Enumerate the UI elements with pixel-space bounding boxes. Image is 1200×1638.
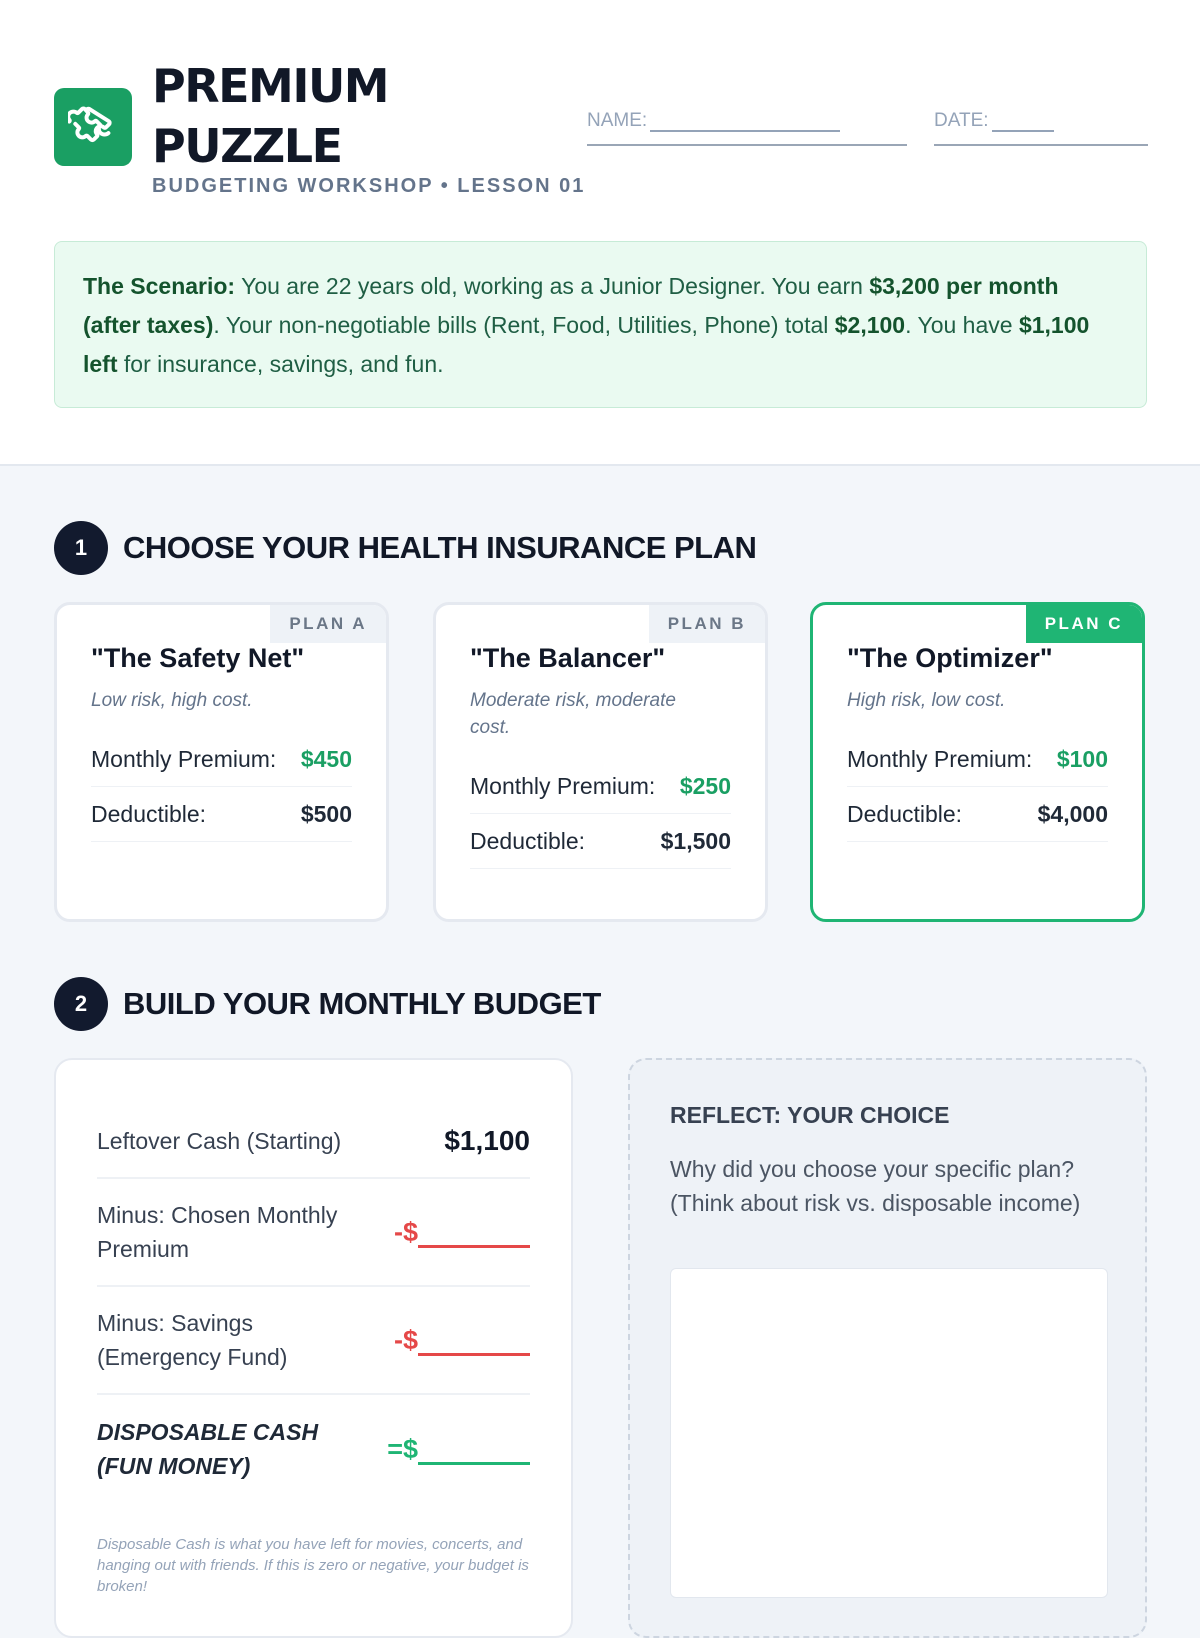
section-1-heading — [54, 521, 756, 575]
plan-details — [470, 759, 731, 869]
date-label: DATE: — [934, 110, 989, 131]
plan-details — [847, 732, 1108, 842]
reflect-prompt: Why did you choose your specific plan? (Think about risk vs. disposable income) — [670, 1156, 1081, 1216]
deductible-value: $500 — [300, 800, 352, 827]
deductible-value: $4,000 — [1037, 800, 1108, 827]
plan-tag: PLAN C — [1026, 605, 1142, 643]
date-field[interactable] — [934, 110, 1148, 146]
scenario-bills: $2,100 — [834, 312, 906, 338]
reflect-title: REFLECT: YOUR CHOICE — [670, 1102, 950, 1128]
plan-name: "The Safety Net" — [91, 643, 305, 673]
plan-card-c[interactable] — [810, 602, 1145, 922]
reflect-card — [628, 1058, 1147, 1638]
name-field[interactable] — [587, 110, 907, 146]
deductible-label: Deductible: — [847, 800, 963, 827]
starting-cash-value: $1,100 — [444, 1125, 530, 1156]
title-line-2: PUZZLE — [152, 119, 342, 173]
plan-description: High risk, low cost. — [847, 690, 1006, 711]
page-title — [152, 56, 388, 176]
name-label: NAME: — [587, 110, 648, 131]
reflect-answer-box[interactable] — [670, 1268, 1108, 1598]
section-title: BUILD YOUR MONTHLY BUDGET — [123, 986, 601, 1021]
budget-row-label: Minus: Savings (Emergency Fund) — [97, 1310, 288, 1370]
budget-card — [54, 1058, 573, 1638]
plan-tag: PLAN B — [649, 605, 765, 643]
puzzle-piece-icon — [68, 102, 118, 152]
deductible-row — [847, 787, 1108, 842]
budget-note: Disposable Cash is what you have left for movies, concerts, and hanging out with friends. If this is zero or negative, your budget is broken! — [97, 1536, 529, 1595]
budget-row-label: Leftover Cash (Starting) — [97, 1128, 342, 1154]
plan-description: Low risk, high cost. — [91, 690, 253, 711]
premium-value: $450 — [300, 745, 352, 772]
premium-label: Monthly Premium: — [470, 772, 656, 799]
budget-row-starting — [97, 1105, 530, 1179]
budget-row-label: Minus: Chosen Monthly Premium — [97, 1202, 338, 1262]
scenario-box — [54, 241, 1147, 408]
section-number-badge: 2 — [54, 977, 108, 1031]
lesson-subtitle: BUDGETING WORKSHOP • LESSON 01 — [152, 175, 586, 197]
plan-card-b[interactable] — [433, 602, 768, 922]
budget-row-savings — [97, 1287, 530, 1395]
savings-blank[interactable]: -$ — [394, 1325, 530, 1356]
disposable-blank[interactable]: =$ — [387, 1434, 530, 1465]
plan-tag: PLAN A — [270, 605, 386, 643]
premium-label: Monthly Premium: — [91, 745, 277, 772]
scenario-text-2: . Your non-negotiable bills (Rent, Food, Utilities, Phone) total — [213, 312, 835, 338]
scenario-income: $3,200 per month (after taxes) — [83, 273, 1059, 338]
scenario-text-3: . You have — [905, 312, 1019, 338]
plan-card-a[interactable] — [54, 602, 389, 922]
deductible-value: $1,500 — [660, 827, 731, 854]
deductible-row — [470, 814, 731, 869]
budget-row-premium — [97, 1179, 530, 1287]
section-title: CHOOSE YOUR HEALTH INSURANCE PLAN — [123, 530, 757, 565]
premium-value: $100 — [1056, 745, 1108, 772]
section-number-badge: 1 — [54, 521, 108, 575]
deductible-label: Deductible: — [91, 800, 207, 827]
premium-value: $250 — [679, 772, 731, 799]
title-line-1: PREMIUM — [152, 59, 389, 113]
scenario-text-4: for insurance, savings, and fun. — [117, 351, 444, 377]
deductible-label: Deductible: — [470, 827, 586, 854]
premium-row — [91, 732, 352, 787]
premium-row — [470, 759, 731, 814]
plan-description: Moderate risk, moderate cost. — [470, 690, 676, 738]
logo — [54, 88, 132, 166]
plan-name: "The Optimizer" — [847, 643, 1053, 673]
premium-blank[interactable]: -$ — [394, 1217, 530, 1248]
plan-name: "The Balancer" — [470, 643, 666, 673]
worksheet-header — [0, 0, 1200, 466]
section-2-heading — [54, 977, 601, 1031]
premium-label: Monthly Premium: — [847, 745, 1033, 772]
scenario-leftover: $1,100 left — [83, 312, 1090, 377]
plan-details — [91, 732, 352, 842]
budget-row-label: DISPOSABLE CASH (FUN MONEY) — [97, 1419, 319, 1479]
scenario-lead: The Scenario: — [83, 273, 236, 299]
scenario-text-1: You are 22 years old, working as a Junior Designer. You earn — [235, 273, 870, 299]
budget-row-disposable — [97, 1395, 530, 1503]
premium-row — [847, 732, 1108, 787]
deductible-row — [91, 787, 352, 842]
